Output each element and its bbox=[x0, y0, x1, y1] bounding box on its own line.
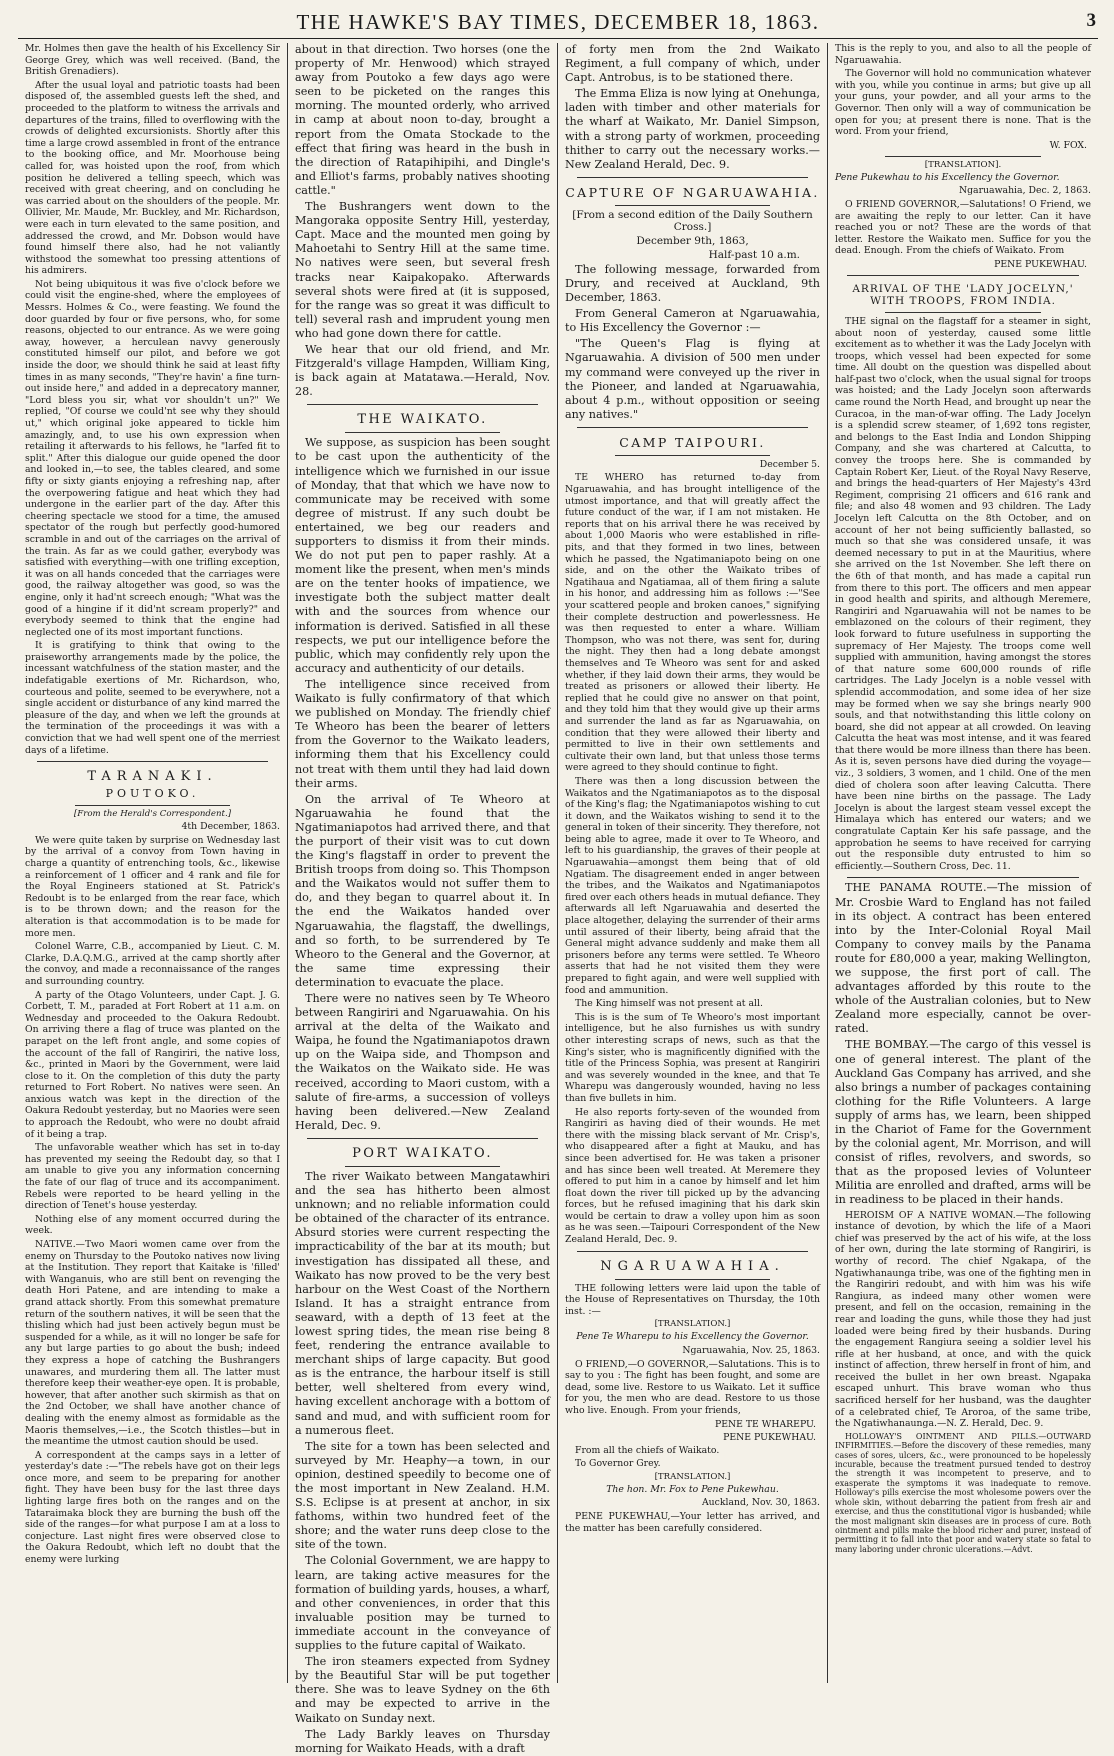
article-paragraph: THE BOMBAY.—The cargo of this vessel is one of general interest. The plant of the Auckland Gas Company has arrived, and she also brings a number of packages containing clothing for the Rifle Volunteers. A large supply of arms has, we learn, been shipped in the Chariot of Fame for the Government by the colonial agent, Mr. Morrison, and will consist of rifles, revolvers, and swords, so that as the proposed levies of Volunteer Militia are enrolled and drafted, arms will be in readiness to be placed in their hands. bbox=[835, 1038, 1091, 1207]
article-paragraph: THE following letters were laid upon the table of the House of Representatives on Thursday, the 10th inst. :— bbox=[565, 1282, 820, 1317]
article-paragraph: There was then a long discussion between the Waikatos and the Ngatimaniapotos as to the disposal of the King's flag; the Ngatimaniapotos wishing to cut it down, and the Waikatos wishing to send it to the general in token of their sincerity. They therefore, not being able to agree, made it over to Te Wheoro, and left to his guardianship, the graves of their people at Ngaruawahia—amongst them being that of old Ngatiam. The disagreement ended in anger between the tribes, and the Waikatos and Ngatimaniapotos fired over each others heads in mutual defiance. They afterwards all left Ngaruawahia and deserted the place altogether, delaying the surrender of their arms until assured of their liberty, being afraid that the General might advance suddenly and make them all prisoners before any terms were settled. Te Wheoro asserts that had he not visited them they were prepared to fight again, and were well supplied with food and ammunition. bbox=[565, 775, 820, 996]
article-paragraph: The iron steamers expected from Sydney by the Beautiful Star will be put together there. She was to leave Sydney on the 6th and may be expected to arrive in the Waikato on Sunday next. bbox=[295, 1655, 550, 1725]
column-2 bbox=[288, 43, 558, 1755]
section-divider bbox=[885, 156, 1041, 157]
translation-label: [TRANSLATION.] bbox=[654, 1471, 731, 1482]
article-paragraph: THE signal on the flagstaff for a steamer in sight, about noon of yesterday, caused some little excitement as to whether it was the Lady Jocelyn with troops, which vessel had been expected for some time. All doubt on the question was dispelled about half-past two o'clock, when the usual signal for troops was hoisted; and the Lady Jocelyn soon afterwards came round the North Head, and brought up near the Curacoa, in the man-of-war offing. The Lady Jocelyn is a splendid screw steamer, of 1,692 tons register, and belongs to the East India and London Shipping Company, and she was chartered at Calcutta, to convey the troops here. She is commanded by Captain Robert Ker, Lieut. of the Royal Navy Reserve, and brings the head-quarters of Her Majesty's 43rd Regiment, comprising 21 officers and 616 rank and file; and also 48 women and 93 children. The Lady Jocelyn left Calcutta on the 8th October, and on account of her not being sufficiently ballasted, so much so that she was considered unsafe, it was deemed necessary to put in at the Mauritius, where she arrived on the 1st November. She left there on the 6th of that month, and has made a capital run from there to this port. The officers and men appear in good health and spirits, and although Meremere, Rangiriri and Ngaruawahia will not be names to be emblazoned on the colours of their regiment, they look forward to future usefulness in supporting the supremacy of Her Majesty. The troops come well supplied with ammunition, having amongst the stores of that nature some 600,000 rounds of rifle cartridges. The Lady Jocelyn is a noble vessel with splendid accommodation, and some idea of her size may be formed when we say she brings nearly 900 souls, and that notwithstanding this little colony on board, she did not appear at all crowded. On leaving Calcutta the heat was most intense, and it was feared that there would be more illness than there has been. As it is, seven persons have died during the voyage—viz., 3 soldiers, 3 women, and 1 child. One of the men died of cholera soon after leaving Calcutta. There have been nine births on the passage. The Lady Jocelyn is about the largest steam vessel except the Himalaya which has entered our waters; and we congratulate Captain Ker his safe passage, and the approbation he seems to have received for carrying out the responsible duty entrusted to him so efficiently.—Southern Cross, Dec. 11. bbox=[835, 315, 1091, 872]
page-number: 3 bbox=[1086, 10, 1096, 31]
article-paragraph: There were no natives seen by Te Wheoro between Rangiriri and Ngaruawahia. On his arrival at the delta of the Waikato and Waipa, he found the Ngatimaniapotos drawn up on the Waipa side, and Thompson and the Waikatos on the Waikato side. He was received, according to Maori custom, with a salute of fire-arms, a succession of volleys having been delivered.—New Zealand Herald, Dec. 9. bbox=[295, 992, 550, 1132]
section-heading-taranaki: TARANAKI. bbox=[87, 769, 218, 785]
capture-time: Half-past 10 a.m. bbox=[708, 248, 800, 261]
capture-date: December 9th, 1863, bbox=[636, 234, 749, 247]
article-paragraph: A party of the Otago Volunteers, under Capt. J. G. Corbett, T. M., paraded at Fort Robert at 11 a.m. on Wednesday and proceeded to the Oakura Redoubt. On arriving there a flag of truce was planted on the parapet on the left front angle, and some copies of the account of the fall of Rangiriri, the native loss, &c., printed in Maori by the Government, were laid close to it. On the completion of this duty the party returned to Fort Robert. No natives were seen. An anxious watch was kept in the direction of the Oakura Redoubt yesterday, but no Maories were seen to approach the Redoubt, who were no doubt afraid of it being a trap. bbox=[25, 989, 280, 1140]
section-heading-waikato: THE WAIKATO. bbox=[357, 412, 488, 428]
article-paragraph: Nothing else of any moment occurred during the week. bbox=[25, 1213, 280, 1237]
section-heading-capture: CAPTURE OF NGARUAWAHIA. bbox=[565, 184, 820, 200]
article-paragraph: The site for a town has been selected and surveyed by Mr. Heaphy—a town, in our opinion, destined speedily to become one of the most important in New Zealand. H.M. S.S. Eclipse is at present at anchor, in six fathoms, within two hundred feet of the shore; and the water runs deep close to the site of the town. bbox=[295, 1439, 550, 1552]
article-paragraph: This is the reply to you, and also to all the people of Ngaruawahia. bbox=[835, 43, 1091, 66]
letter-title: The hon. Mr. Fox to Pene Pukewhau. bbox=[606, 1483, 779, 1495]
column-4 bbox=[828, 43, 1098, 1683]
translation-label: [TRANSLATION.] bbox=[654, 1319, 731, 1330]
column-1 bbox=[18, 43, 288, 1683]
correspondent-note: [From the Herald's Correspondent.] bbox=[73, 809, 232, 820]
columns bbox=[18, 43, 1098, 1755]
article-paragraph: A correspondent at the camps says in a letter of yesterday's date :—"The rebels have got on their legs once more, and seem to be preparing for another fight. They have been busy for the last three days lighting large fires both on the ranges and on the Tataraimaka block they are burning the bush off the side of the ranges—for what purpose I am at a loss to conjecture. Last night fires were observed close to the Oakura Redoubt, which left no doubt that the enemy were lurking bbox=[25, 1449, 280, 1566]
section-heading-camp-taipouri: CAMP TAIPOURI. bbox=[619, 434, 766, 450]
letter-to: To Governor Grey. bbox=[575, 1458, 661, 1470]
article-paragraph: On the arrival of Te Wheoro at Ngaruawahia he found that the Ngatimaniapotos had arrived there, and that the purport of their visit was to cut down the King's flagstaff in order to prevent the British troops from doing so. This Thompson and the Waikatos would not suffer them to do, and they began to quarrel about it. In the end the Waikatos handed over Ngaruawahia, the flagstaff, the dwellings, and so forth, to be surrendered by Te Wheoro to the General and the Governor, at the same time expressing their determination to evacuate the place. bbox=[295, 792, 550, 989]
article-paragraph: He also reports forty-seven of the wounded from Rangiriri as having died of their wounds. He met there with the missing black servant of Mr. Crisp's, who disappeared after a fight at Mauku, and has since been advertised for. He was taken a prisoner and has since been well treated. At Meremere they offered to put him in a canoe by himself and let him float down the river till picked up by the advancing forces, but he refused imagining that his dark skin would be certain to draw a volley upon him as soon as he was seen.—Taipouri Correspondent of the New Zealand Herald, Dec. 9. bbox=[565, 1106, 820, 1246]
article-paragraph: The King himself was not present at all. bbox=[575, 998, 763, 1010]
masthead-title: THE HAWKE'S BAY TIMES, DECEMBER 18, 1863. bbox=[296, 10, 820, 34]
article-paragraph: The Governor will hold no communication whatever with you, while you continue in arms; but give up all your guns, your powder, and all your arms to the Governor. Then only will a way of communication be open for you; at present there is none. That is the word. From your friend, bbox=[835, 68, 1091, 138]
article-paragraph: The Bushrangers went down to the Mangoraka opposite Sentry Hill, yesterday, Capt. Mace and the mounted men going by Mahoetahi to Sentry Hill at the same time. No natives were seen, but several fresh tracks near Kaipakopako. Afterwards several shots were fired at (it is supposed, for the range was so great it was difficult to tell) several rash and imprudent young men who had gone down there for cattle. bbox=[295, 200, 550, 340]
letter-from: From all the chiefs of Waikato. bbox=[575, 1444, 720, 1456]
letter-title: Pene Pukewhau to his Excellency the Governor. bbox=[835, 171, 1060, 183]
letter-signature: PENE PUKEWHAU. bbox=[723, 1431, 816, 1443]
article-paragraph: The Emma Eliza is now lying at Onehunga, laden with timber and other materials for the wharf at Waikato, Mr. Daniel Simpson, with a strong party of workmen, proceeding thither to carry out the necessary works.—New Zealand Herald, Dec. 9. bbox=[565, 87, 820, 171]
section-divider bbox=[75, 805, 230, 806]
letter-date: Ngaruawahia, Nov. 25, 1863. bbox=[682, 1345, 820, 1357]
section-heading-lady-jocelyn: ARRIVAL OF THE 'LADY JOCELYN,' WITH TROOPS, FROM INDIA. bbox=[852, 282, 1074, 307]
article-paragraph: TE WHERO has returned to-day from Ngaruawahia, and has brought intelligence of the utmost importance, and that will greatly affect the future conduct of the war, if I am not mistaken. He reports that on his arrival there he was received by about 1,000 Maoris who were established in rifle-pits, and that they formed in two lines, between which he passed, the Ngatimaniapoto being on one side, and on the other the Waikato tribes of Ngatihaua and Ngatiamaa, all of them firing a salute in his honor, and addressing him as follows :—"See your scattered people and broken canoes," signifying their complete destruction and powerlessness. He was then requested to enter a whare. William Thompson, who was not there, was sent for, during the night. They then had a long debate amongst themselves and Te Wheoro was sent for and asked whether, if they laid down their arms, they would be treated as prisoners or allowed their liberty. He replied that he could give no answer on that point, and they told him that they would give up their arms and surrender the land as far as Ngaruawahia, on condition that they were allowed their liberty and permitted to live in their own settlements and cultivate their own land, but that unless those terms were agreed to they should continue to fight. bbox=[565, 472, 820, 774]
section-divider bbox=[307, 1138, 538, 1139]
letter-body: O FRIEND,—O GOVERNOR,—Salutations. This is to say to you : The fight has been fought, and some are dead, some live. Restore to us Waikato. Let it suffice for you, the men who are dead. Restore to us those who live. Enough. From your friends, bbox=[565, 1358, 821, 1416]
capture-source: [From a second edition of the Daily Southern Cross.] bbox=[572, 208, 813, 233]
masthead bbox=[18, 10, 1098, 39]
article-paragraph: We were quite taken by surprise on Wednesday last by the arrival of a convoy from Town having in charge a quantity of entrenching tools, &c., likewise a reinforcement of 1 officer and 4 rank and file for the Royal Engineers stationed at St. Patrick's Redoubt is to be enlarged from the rear face, which is to be thrown down; and the reason for the alteration is that accommodation is to be made for more men. bbox=[25, 834, 280, 939]
section-divider bbox=[307, 404, 538, 405]
article-paragraph: After the usual loyal and patriotic toasts had been disposed of, the assembled guests left the shed, and proceeded to the platform to witness the arrivals and departures of the trains, filled to overflowing with the crowds of delighted excursionists. Shortly after this time a large crowd assembled in front of the entrance to the booking office, and Mr. Moorhouse being called for, was hoisted upon the roof, from which position he delivered a telling speech, which was received with great cheering, and on concluding he was carried about on the shoulders of the people. Mr. Ollivier, Mr. Maude, Mr. Buckley, and Mr. Richardson, were each in turn elevated to the same position, and addressed the crowd, and Mr. Dobson would have found himself there also, had he not valiantly withstood the somewhat too pressing attentions of his admirers. bbox=[25, 79, 280, 277]
dateline: 4th December, 1863. bbox=[181, 821, 280, 833]
dateline: December 5. bbox=[759, 458, 820, 470]
section-divider bbox=[847, 275, 1079, 276]
letter-body: O FRIEND GOVERNOR,—Salutations! O Friend, we are awaiting the reply to our letter. Can it have reached you or not? These are the words of that letter. Restore the Waikato men. Suffice for you the dead. Enough. From the chiefs of Waikato. From bbox=[835, 198, 1091, 257]
article-paragraph: The Colonial Government, we are happy to learn, are taking active measures for the formation of building yards, houses, a wharf, and other conveniences, in order that this invaluable position may be turned to immediate account in the conveyance of supplies to the future capital of Waikato. bbox=[295, 1554, 550, 1653]
letter-date: Auckland, Nov. 30, 1863. bbox=[701, 1497, 820, 1509]
section-divider bbox=[847, 877, 1079, 878]
article-paragraph: We hear that our old friend, and Mr. Fitzgerald's village Hampden, William King, is back again at Matatawa.—Herald, Nov. 28. bbox=[295, 342, 550, 399]
article-paragraph: The following message, forwarded from Drury, and received at Auckland, 9th December, 1863. bbox=[565, 262, 820, 305]
article-paragraph: The river Waikato between Mangatawhiri and the sea has hitherto been almost unknown; and no reliable information could be obtained of the character of its entrance. Absurd stories were current respecting the impracticability of the bar at its mouth; but investigation has dissipated all these, and Waikato has now proved to be the very best harbour on the West Coast of the Northern Island. It has a straight entrance from seaward, with a depth of 13 feet at the lowest spring tides, the mean rise being 8 feet, rendering the entrance available to merchant ships of large capacity. But good as is the entrance, the harbour itself is still better, well sheltered from every wind, having excellent anchorage with a bottom of sand and mud, and with sufficient room for a numerous fleet. bbox=[295, 1169, 550, 1437]
section-divider bbox=[577, 427, 808, 428]
section-divider bbox=[885, 312, 1041, 313]
section-heading-ngaruawahia: NGARUAWAHIA. bbox=[600, 1258, 785, 1274]
article-paragraph: This is is the sum of Te Wheoro's most important intelligence, but he also furnishes us with sundry other interesting scraps of news, such as that the King's sister, who is magnificently dignified with the title of the Princess Sophia, was present at Rangiriri and was severely wounded in the knee, and that Te Wharepu was dangerously wounded, having no less than five bullets in him. bbox=[565, 1011, 820, 1104]
letter-signature: W. FOX. bbox=[1049, 139, 1087, 151]
article-paragraph: The unfavorable weather which has set in to-day has prevented my seeing the Redoubt day, so that I am unable to give you any information concerning the fate of our flag of truce and its accompaniment. Rebels were reported to be heard yelling in the direction of Tenet's house yesterday. bbox=[25, 1142, 280, 1212]
section-divider bbox=[345, 432, 500, 433]
article-paragraph: THE PANAMA ROUTE.—The mission of Mr. Crosbie Ward to England has not failed in its object. A contract has been entered into by the Inter-Colonial Royal Mail Company to convey mails by the Panama route for £80,000 a year, making Wellington, we suppose, the first port of call. The advantages afforded by this route to the whole of the Australian colonies, but to New Zealand more especially, cannot be over-rated. bbox=[835, 881, 1091, 1036]
article-paragraph: Not being ubiquitous it was five o'clock before we could visit the engine-shed, where the employees of Messrs. Holmes & Co., were feasting. We found the door guarded by four or five persons, who, for some reasons, objected to our entrance. As we were going away, however, a herculean navvy generously constituted himself our pilot, and before we got inside the door, we should think he said at least fifty times in as many seconds, "They're havin' a fine turn-out inside here," and added in a deprecatory manner, "Lord bless you sir, what vor shouldn't un?" We replied, "Of course we could'nt see why they should ut," which original joke appeared to tickle him amazingly, and, to use his own expression when retailing it afterwards to his fellows, he "larfed fit to split." After this dialogue our guide opened the door and looked in,—to see, the tables cleared, and some fifty or sixty giants enjoying a refreshing nap, after the overpowering fatigue and heat which they had undergone in the earlier part of the day. After this cheering spectacle we stood for a time, the amused spectator of the rough but perfectly good-humored scramble in and out of the carriages on the arrival of the train. As far as we could gather, everybody was satisfied with everything—with one trifling exception, it was on all hands conceded that the carriages were good, the railway altogether was good, so was the engine, only it had'nt screech enough; "What was the good of a hingine if it did'nt scream properly?" and everybody seemed to think that the engine had neglected one of its most important functions. bbox=[25, 278, 280, 638]
subheading-poutoko: POUTOKO. bbox=[105, 787, 200, 801]
letter-title: Pene Te Wharepu to his Excellency the Governor. bbox=[576, 1331, 809, 1343]
letter-date: Ngaruawahia, Dec. 2, 1863. bbox=[958, 185, 1091, 197]
article-paragraph: The intelligence since received from Waikato is fully confirmatory of that which we published on Monday. The friendly chief Te Wheoro has been the bearer of letters from the Governor to the Waikato leaders, informing them that his Excellency could not treat with them until they had laid down their arms. bbox=[295, 677, 550, 790]
article-paragraph: Colonel Warre, C.B., accompanied by Lieut. C. M. Clarke, D.A.Q.M.G., arrived at the camp shortly after the convoy, and made a reconnaissance of the ranges and surrounding country. bbox=[25, 941, 280, 987]
section-divider bbox=[615, 455, 770, 456]
article-paragraph: From General Cameron at Ngaruawahia, to His Excellency the Governor :— bbox=[565, 307, 820, 335]
article-paragraph: "The Queen's Flag is flying at Ngaruawahia. A division of 500 men under my command were conveyed up the river in the Pioneer, and landed at Ngaruawahia, about 4 p.m., without opposition or seeing any natives." bbox=[565, 337, 820, 421]
article-paragraph: Mr. Holmes then gave the health of his Excellency Sir George Grey, which was well received. (Band, the British Grenadiers). bbox=[25, 43, 280, 78]
column-3 bbox=[558, 43, 828, 1683]
section-divider bbox=[577, 1251, 808, 1252]
section-divider bbox=[577, 177, 808, 178]
article-paragraph: We suppose, as suspicion has been sought to be cast upon the authenticity of the intelligence which we furnished in our issue of Monday, that that which we have now to communicate may be received with some degree of mistrust. If any such doubt be entertained, we beg our readers and supporters to dismiss it from their minds. We do not put pen to paper rashly. At a moment like the present, when men's minds are on the tenter hooks of impatience, we investigate both the subject matter dealt with and the sources from whence our information is derived. Satisfied in all these respects, we put our intelligence before the public, which may confidently rely upon the accuracy and authenticity of our details. bbox=[295, 436, 550, 675]
section-divider bbox=[615, 205, 770, 206]
letter-body: PENE PUKEWHAU,—Your letter has arrived, and the matter has been carefully considered. bbox=[565, 1510, 820, 1534]
article-paragraph: It is gratifying to think that owing to the praiseworthy arrangements made by the police, the incessant watchfulness of the station master, and the indefatigable exertions of Mr. Richardson, who, courteous and polite, seemed to be everywhere, not a single accident or disturbance of any kind marred the pleasure of the day, and when we left the grounds at the termination of the proceedings it was with a conviction that we had well spent one of the merriest days of a lifetime. bbox=[25, 640, 280, 756]
letter-signature: PENE PUKEWHAU. bbox=[994, 258, 1087, 270]
section-divider bbox=[345, 1166, 500, 1167]
advertisement-paragraph: HOLLOWAY'S OINTMENT AND PILLS.—OUTWARD INFIRMITIES.—Before the discovery of these remedies, many cases of sores, ulcers, &c., were pronounced to be hopelessly incurable, because the treatment pursued tended to destroy the strength it was incompetent to preserve, and to exasperate the symptoms it was inadequate to remove. Holloway's pills exercise the most wholesome powers over the whole skin, without debarring the patient from fresh air and exercise, and thus the constitutional vigor is husbanded; while the most malignant skin diseases are in process of cure. Both ointment and pills make the blood richer and purer, instead of permitting it to fall into that poor and watery state so fatal to many laboring under chronic ulcerations.—Advt. bbox=[835, 1431, 1091, 1554]
letter-signature: PENE TE WHAREPU. bbox=[714, 1418, 816, 1430]
article-paragraph: NATIVE.—Two Maori women came over from the enemy on Thursday to the Poutoko natives now living at the Institution. They report that Kaitake is 'filled' with Wanganuis, who are still bent on revenging the death Hori Patene, and are intending to make a grand attack shortly. From this somewhat premature return of the southern natives, it will be seen that the thisling which had just been actively begun must be suspended for a while, as it will no longer be safe for any but large parties to go about the bush; indeed they express a hope of catching the Bushrangers unawares, and murdering them all. The latter must therefore keep their weather-eye open. It is probable, however, that after another such skirmish as that on the 2nd October, we shall have another chance of dealing with the enemy almost as formidable as the Maoris themselves,—i.e., the Scotch thistles—but in the meantime the utmost caution should be used. bbox=[25, 1239, 280, 1448]
translation-label: [TRANSLATION]. bbox=[924, 159, 1002, 170]
section-heading-port-waikato: PORT WAIKATO. bbox=[352, 1145, 493, 1161]
article-paragraph: of forty men from the 2nd Waikato Regiment, a full company of which, under Capt. Antrobus, is to be stationed there. bbox=[565, 43, 820, 85]
article-paragraph: about in that direction. Two horses (one the property of Mr. Henwood) which strayed away from Poutoko a few days ago were seen to be picketed on the ranges this morning. The mounted orderly, who arrived in camp at about noon to-day, brought a report from the Omata Stockade to the effect that firing was heard in the bush in the direction of Ratapihipihi, and Dingle's and Elliot's farms, probably natives shooting cattle." bbox=[295, 43, 550, 197]
section-divider bbox=[37, 761, 268, 762]
section-divider bbox=[615, 1279, 770, 1280]
article-paragraph: The Lady Barkly leaves on Thursday morning for Waikato Heads, with a draft bbox=[295, 1727, 550, 1755]
article-paragraph: HEROISM OF A NATIVE WOMAN.—The following instance of devotion, by which the life of a Maori chief was preserved by the act of his wife, at the loss of her own, during the late storming of Rangiriri, is worthy of record. The chief Ngakapa, of the Ngatiwhanaunga tribe, was one of the fighting men in the Rangiriri redoubt, and with him was his wife Rangiura, as indeed many other women were present, and fell on the occasion, remaining in the rear and loading the guns, while those they had just loaded were being fired by their husbands. During the engagement Rangiura seeing a soldier level his rifle at her husband, at once, and with the quick instinct of affection, threw herself in front of him, and received the bullet in her own breast. Ngapaka escaped unhurt. This brave woman who thus sacrificed herself for her husband, was the daughter of a celebrated chief, Te Aroroa, of the same tribe, the Ngatiwhanaunga.—N. Z. Herald, Dec. 9. bbox=[835, 1209, 1091, 1430]
